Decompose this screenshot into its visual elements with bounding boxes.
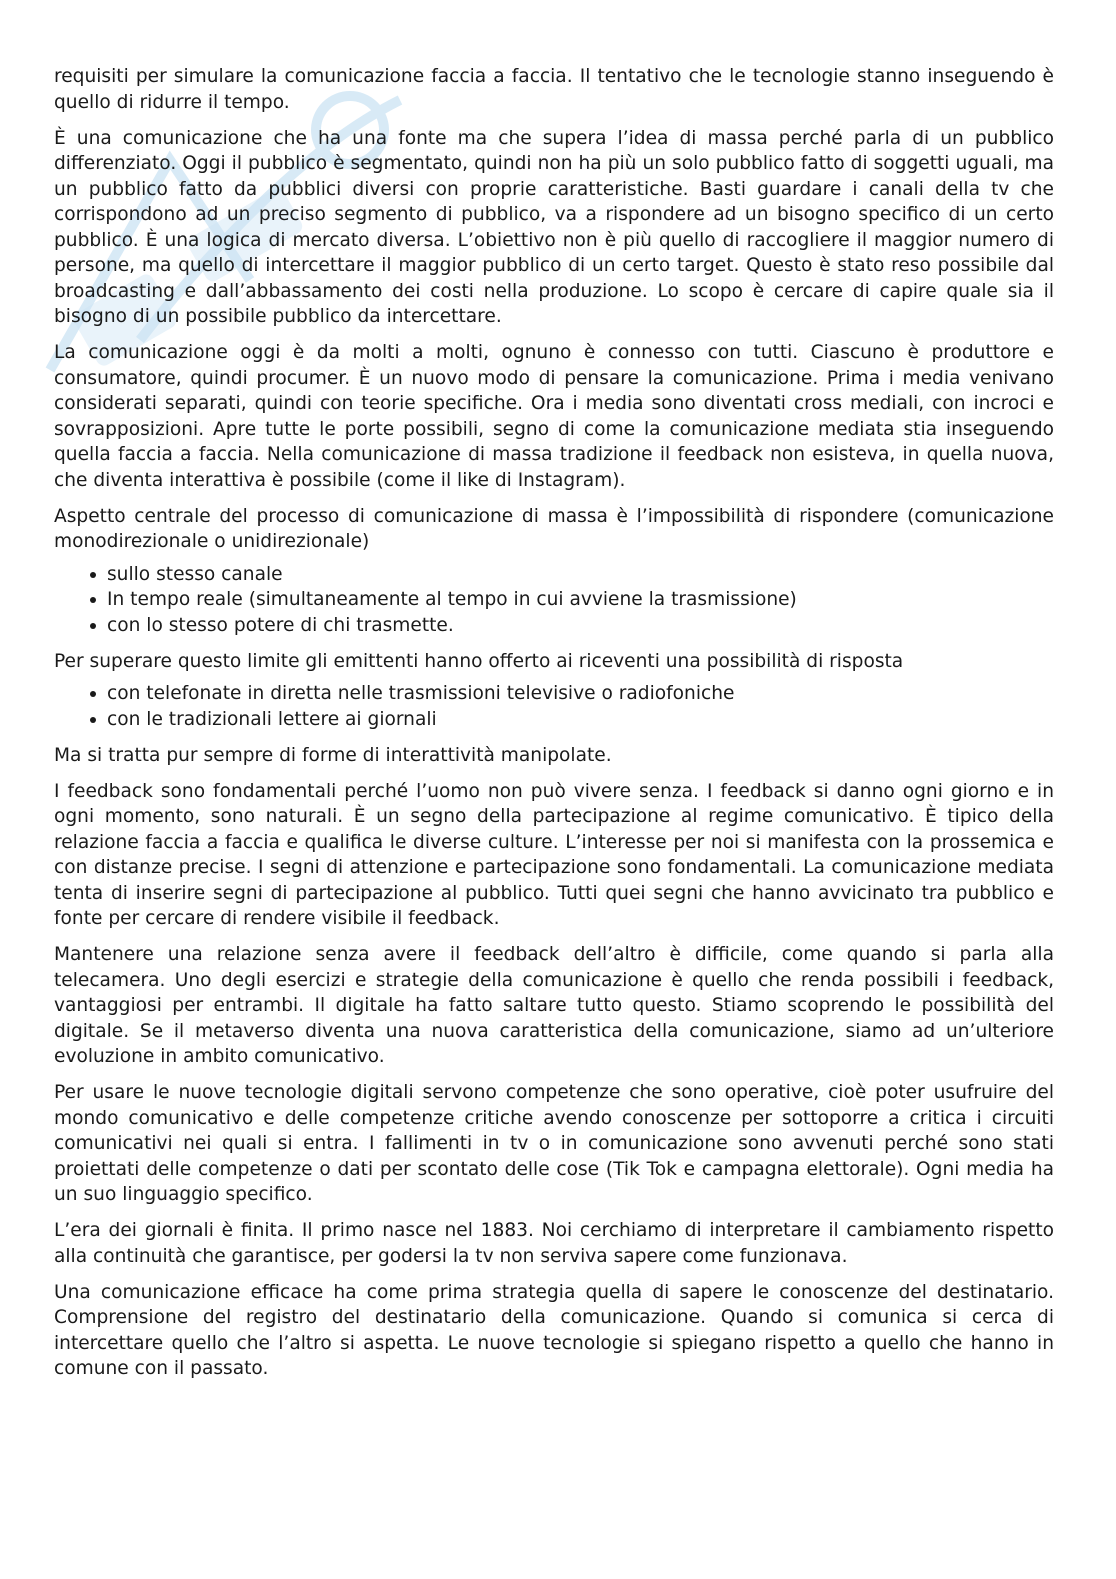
paragraph-8: Mantenere una relazione senza avere il feedback dell’altro è difficile, come quando si parla alla telecamera. Uno degli esercizi e strategie della comunicazione è quello che renda possibili i feedback, vantaggiosi per entrambi. Il digitale ha fatto saltare tutto questo. Stiamo scoprendo le possibilità del digitale. Se il metaverso diventa una nuova caratteristica della comunicazione, siamo ad un’ulteriore evoluzione in ambito comunicativo. (54, 944, 1054, 1067)
paragraph-2: È una comunicazione che ha una fonte ma che supera l’idea di massa perché parla di un pubblico differenziato. Oggi il pubblico è segmentato, quindi non ha più un solo pubblico fatto di soggetti uguali, ma un pubblico fatto da pubblici diversi con proprie caratteristiche. Basti guardare i canali della tv che corrispondono ad un preciso segmento di pubblico, va a rispondere ad un bisogno specifico di un certo pubblico. È una logica di mercato diversa. L’obiettivo non è più quello di raccogliere il maggior numero di persone, ma quello di intercettare il maggior pubblico di un certo target. Questo è stato reso possibile dal broadcasting e dall’abbassamento dei costi nella produzione. Lo scopo è cercare di capire quale sia il bisogno di un possibile pubblico da intercettare. (54, 127, 1054, 327)
list-item: con telefonate in diretta nelle trasmissioni televisive o radiofoniche (90, 681, 1054, 707)
paragraph-11: Una comunicazione efficace ha come prima strategia quella di sapere le conoscenze del destinatario. Comprensione del registro del destinatario della comunicazione. Quando si comunica si cerca di intercettare quello che l’altro si aspetta. Le nuove tecnologie si spiegano rispetto a quello che hanno in comune con il passato. (54, 1281, 1054, 1379)
list-item: sullo stesso canale (90, 562, 1054, 588)
document-page (54, 64, 1054, 1392)
paragraph-10: L’era dei giornali è finita. Il primo nasce nel 1883. Noi cerchiamo di interpretare il cambiamento rispetto alla continuità che garantisce, per godersi la tv non serviva sapere come funzionava. (54, 1220, 1054, 1267)
paragraph-7: I feedback sono fondamentali perché l’uomo non può vivere senza. I feedback si danno ogni giorno e in ogni momento, sono naturali. È un segno della partecipazione al regime comunicativo. È tipico della relazione faccia a faccia e qualifica le diverse culture. L’interesse per noi si manifesta con la prossemica e con distanze precise. I segni di attenzione e partecipazione sono fondamentali. La comunicazione mediata tenta di inserire segni di partecipazione al pubblico. Tutti quei segni che hanno avvicinato tra pubblico e fonte per cercare di rendere visibile il feedback. (54, 780, 1054, 929)
bullet-list-2 (54, 681, 1054, 732)
list-item: con le tradizionali lettere ai giornali (90, 707, 1054, 733)
paragraph-3: La comunicazione oggi è da molti a molti, ognuno è connesso con tutti. Ciascuno è produttore e consumatore, quindi procumer. È un nuovo modo di pensare la comunicazione. Prima i media venivano considerati separati, quindi con teorie specifiche. Ora i media sono diventati cross mediali, con incroci e sovrapposizioni. Apre tutte le porte possibili, segno di come la comunicazione mediata stia inseguendo quella faccia a faccia. Nella comunicazione di massa tradizione il feedback non esisteva, in quella nuova, che diventa interattiva è possibile (come il like di Instagram). (54, 342, 1054, 491)
paragraph-5: Per superare questo limite gli emittenti hanno offerto ai riceventi una possibilità di risposta (54, 650, 904, 672)
paragraph-6: Ma si tratta pur sempre di forme di interattività manipolate. (54, 744, 612, 766)
bullet-list-1 (54, 562, 1054, 639)
list-item: con lo stesso potere di chi trasmette. (90, 613, 1054, 639)
list-item: In tempo reale (simultaneamente al tempo in cui avviene la trasmissione) (90, 587, 1054, 613)
paragraph-4: Aspetto centrale del processo di comunicazione di massa è l’impossibilità di rispondere (comunicazione monodirezionale o unidirezionale) (54, 505, 1054, 552)
paragraph-1: requisiti per simulare la comunicazione faccia a faccia. Il tentativo che le tecnologie stanno inseguendo è quello di ridurre il tempo. (54, 66, 1054, 113)
paragraph-9: Per usare le nuove tecnologie digitali servono competenze che sono operative, cioè poter usufruire del mondo comunicativo e delle competenze critiche avendo conoscenze per sottoporre a critica i circuiti comunicativi nei quali si entra. I fallimenti in tv o in comunicazione sono avvenuti perché sono stati proiettati delle competenze o dati per scontato delle cose (Tik Tok e campagna elettorale). Ogni media ha un suo linguaggio specifico. (54, 1082, 1054, 1205)
